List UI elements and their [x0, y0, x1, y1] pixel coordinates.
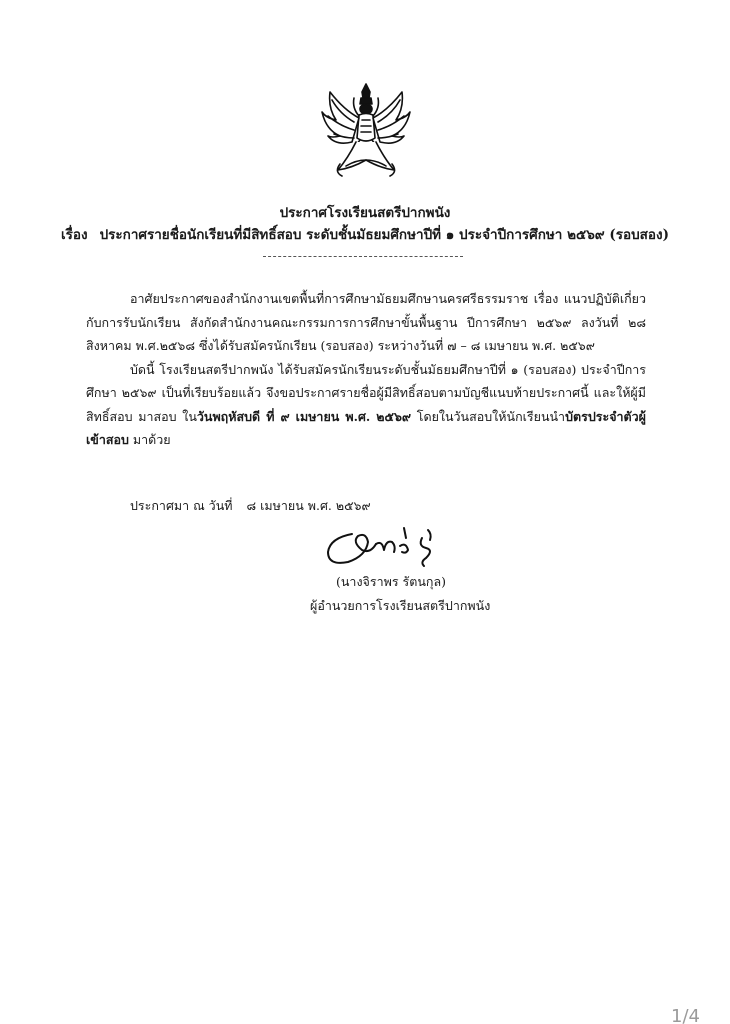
- signer-name: (นางจิราพร รัตนกุล): [336, 574, 447, 589]
- announced-label: ประกาศมา ณ วันที่: [130, 498, 233, 513]
- signer-position: ผู้อำนวยการโรงเรียนสตรีปากพนัง: [310, 598, 491, 613]
- body-paragraph-2: [86, 358, 646, 452]
- announcement-date-line: [130, 496, 371, 516]
- announcement-title: ประกาศโรงเรียนสตรีปากพนัง: [279, 205, 451, 221]
- handwritten-signature-icon: [322, 520, 452, 572]
- paragraph-2-start: บัดนี้ โรงเรียนสตรีปากพนัง ได้รับสมัครนักเรียนระดับชั้นมัธยมศึกษาปีที่ ๑ (รอบสอง) ประจำปีการศึกษา ๒๕๖๙ เป็นที่เรียบร้อยแล้ว จึงขอประกาศรายชื่อผู้มีสิทธิ์สอบตามบัญชีแนบท้ายประกาศนี้ และให้ผู้มีสิทธิ์สอบ มาสอบ ใน: [86, 361, 646, 424]
- exam-date: วันพฤหัสบดี ที่ ๙ เมษายน พ.ศ. ๒๕๖๙: [196, 408, 412, 424]
- body-paragraph-1: อาศัยประกาศของสำนักงานเขตพื้นที่การศึกษามัธยมศึกษานครศรีธรรมราช เรื่อง แนวปฏิบัติเกี่ยวกับการรับนักเรียน สังกัดสำนักงานคณะกรรมการการศึกษาขั้นพื้นฐาน ปีการศึกษา ๒๕๖๙ ลงวันที่ ๒๘ สิงหาคม พ.ศ.๒๕๖๘ ซึ่งได้รับสมัครนักเรียน (รอบสอง) ระหว่างวันที่ ๗ – ๘ เมษายน พ.ศ. ๒๕๖๙: [86, 291, 646, 353]
- subject-text: ประกาศรายชื่อนักเรียนที่มีสิทธิ์สอบ ระดับชั้นมัธยมศึกษาปีที่ ๑ ประจำปีการศึกษา ๒๕๖๙ (รอบสอง): [99, 227, 669, 243]
- subject-label: เรื่อง: [61, 227, 88, 243]
- paragraph-2-end: มาด้วย: [128, 432, 171, 447]
- header-divider: [263, 256, 463, 257]
- paragraph-2-middle: โดยในวันสอบให้นักเรียนนำ: [411, 408, 566, 424]
- exam-card-requirement: บัตรประจำตัวผู้เข้าสอบ: [86, 408, 646, 447]
- announcement-body: [86, 287, 646, 452]
- page-indicator: 1/4: [671, 1006, 700, 1024]
- subject-row: [61, 224, 669, 246]
- garuda-emblem-icon: [318, 80, 414, 180]
- announced-date: ๘ เมษายน พ.ศ. ๒๕๖๙: [246, 498, 371, 513]
- announcement-header: [0, 202, 730, 246]
